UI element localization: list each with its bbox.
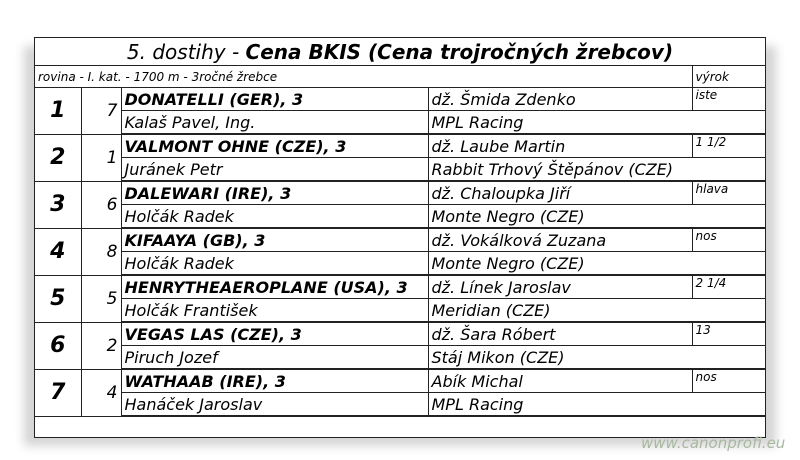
result-row-top	[35, 369, 765, 393]
finish-margin: iste	[692, 88, 765, 111]
result-row-top	[35, 88, 765, 111]
title-row	[35, 38, 765, 66]
jockey-name: dž. Laube Martin	[428, 134, 692, 158]
owner-name: Meridian (CZE)	[428, 299, 765, 323]
result-row-bottom	[35, 393, 765, 417]
result-row-bottom	[35, 205, 765, 229]
horse-name: DALEWARI (IRE), 3	[121, 181, 428, 205]
finish-margin: nos	[692, 228, 765, 252]
race-result-card	[34, 37, 766, 438]
results-table	[35, 38, 765, 417]
result-row-top	[35, 228, 765, 252]
jockey-name: dž. Chaloupka Jiří	[428, 181, 692, 205]
trainer-name: Piruch Jozef	[121, 346, 428, 370]
owner-name: Monte Negro (CZE)	[428, 252, 765, 276]
finish-position: 3	[35, 181, 81, 228]
result-row-top	[35, 134, 765, 158]
race-title-main: Cena BKIS (Cena trojročných žrebcov)	[245, 39, 674, 64]
jockey-name: dž. Šmida Zdenko	[428, 88, 692, 111]
result-row-bottom	[35, 346, 765, 370]
result-header: výrok	[692, 66, 765, 88]
trainer-name: Holčák Radek	[121, 205, 428, 229]
trainer-name: Holčák František	[121, 299, 428, 323]
result-row-top	[35, 275, 765, 299]
finish-position: 6	[35, 322, 81, 369]
owner-name: Stáj Mikon (CZE)	[428, 346, 765, 370]
start-number: 4	[81, 369, 121, 416]
result-row-bottom	[35, 299, 765, 323]
owner-name: MPL Racing	[428, 393, 765, 417]
trainer-name: Hanáček Jaroslav	[121, 393, 428, 417]
finish-margin: hlava	[692, 181, 765, 205]
finish-position: 5	[35, 275, 81, 322]
watermark: www.canonprofi.eu	[641, 434, 786, 452]
owner-name: Rabbit Trhový Štěpánov (CZE)	[428, 158, 765, 182]
finish-position: 2	[35, 134, 81, 181]
trainer-name: Kalaš Pavel, Ing.	[121, 111, 428, 135]
finish-position: 7	[35, 369, 81, 416]
horse-name: VEGAS LAS (CZE), 3	[121, 322, 428, 346]
result-row-bottom	[35, 252, 765, 276]
owner-name: Monte Negro (CZE)	[428, 205, 765, 229]
result-row-bottom	[35, 158, 765, 182]
owner-name: MPL Racing	[428, 111, 765, 135]
finish-position: 4	[35, 228, 81, 275]
trainer-name: Holčák Radek	[121, 252, 428, 276]
start-number: 6	[81, 181, 121, 228]
result-row-top	[35, 181, 765, 205]
jockey-name: dž. Vokálková Zuzana	[428, 228, 692, 252]
race-title	[35, 38, 765, 66]
start-number: 1	[81, 134, 121, 181]
jockey-name: dž. Línek Jaroslav	[428, 275, 692, 299]
race-conditions: rovina - I. kat. - 1700 m - 3ročné žrebce	[35, 66, 692, 88]
trainer-name: Juránek Petr	[121, 158, 428, 182]
jockey-name: Abík Michal	[428, 369, 692, 393]
horse-name: KIFAAYA (GB), 3	[121, 228, 428, 252]
finish-position: 1	[35, 88, 81, 135]
conditions-row	[35, 66, 765, 88]
race-title-prefix: 5. dostihy -	[126, 39, 246, 64]
result-row-bottom	[35, 111, 765, 135]
horse-name: VALMONT OHNE (CZE), 3	[121, 134, 428, 158]
horse-name: HENRYTHEAEROPLANE (USA), 3	[121, 275, 428, 299]
finish-margin: 2 1/4	[692, 275, 765, 299]
jockey-name: dž. Šara Róbert	[428, 322, 692, 346]
start-number: 2	[81, 322, 121, 369]
finish-margin: nos	[692, 369, 765, 393]
finish-margin: 13	[692, 322, 765, 346]
horse-name: WATHAAB (IRE), 3	[121, 369, 428, 393]
finish-margin: 1 1/2	[692, 134, 765, 158]
start-number: 8	[81, 228, 121, 275]
result-row-top	[35, 322, 765, 346]
start-number: 7	[81, 88, 121, 135]
start-number: 5	[81, 275, 121, 322]
horse-name: DONATELLI (GER), 3	[121, 88, 428, 111]
